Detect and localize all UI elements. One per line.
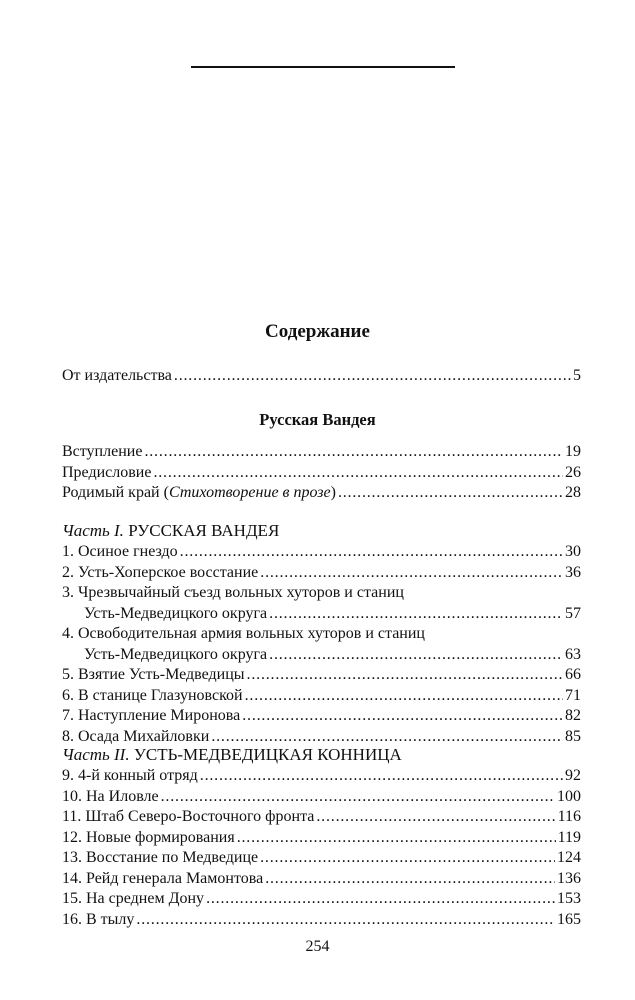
dot-leader xyxy=(200,766,563,787)
dot-leader xyxy=(161,787,555,808)
toc-page: 28 xyxy=(565,484,581,501)
toc-label: 12. Новые формирования xyxy=(62,828,235,846)
toc-label: 10. На Иловле xyxy=(62,787,159,805)
toc-line xyxy=(62,889,581,910)
dot-leader xyxy=(136,910,555,931)
toc-line xyxy=(62,686,581,707)
toc-label: 8. Осада Михайловки xyxy=(62,727,210,745)
toc-page: 116 xyxy=(557,808,581,825)
toc-page: 57 xyxy=(565,604,581,622)
dot-leader xyxy=(206,889,555,910)
toc-page: 119 xyxy=(557,828,581,846)
toc-page: 19 xyxy=(565,443,581,460)
part-title: УСТЬ-МЕДВЕДИЦКАЯ КОННИЦА xyxy=(129,745,402,764)
toc-label: 9. 4-й конный отряд xyxy=(62,767,198,784)
toc-page: 124 xyxy=(557,849,581,866)
dot-leader xyxy=(180,542,563,563)
toc-line xyxy=(62,706,581,727)
publisher-entry xyxy=(62,366,581,387)
part-1 xyxy=(62,520,581,747)
toc-label: 5. Взятие Усть-Медведицы xyxy=(62,666,245,683)
toc-page: 165 xyxy=(557,910,581,928)
toc-label: 3. Чрезвычайный съезд вольных хуторов и станиц xyxy=(62,584,404,601)
toc-line xyxy=(62,910,581,931)
toc-page: 85 xyxy=(565,727,581,745)
toc-line xyxy=(62,645,581,666)
toc-line xyxy=(62,848,581,869)
toc-page: 136 xyxy=(557,869,581,887)
toc-label-continuation: Усть-Медведицкого округа xyxy=(84,645,268,663)
dot-leader xyxy=(269,604,563,625)
toc-page: 100 xyxy=(557,787,581,805)
page-number: 254 xyxy=(305,938,330,955)
toc-label: От издательства xyxy=(62,367,172,384)
toc-line xyxy=(62,442,581,463)
toc-line xyxy=(62,542,581,563)
toc-label-continuation: Усть-Медведицкого округа xyxy=(84,604,268,622)
toc-line xyxy=(62,563,581,584)
toc-page: 36 xyxy=(565,563,581,581)
toc-label: 6. В станице Глазуновской xyxy=(62,686,243,704)
part-prefix: Часть II. xyxy=(62,745,130,764)
toc-line xyxy=(62,665,581,686)
toc-line xyxy=(62,828,581,849)
toc-label: 13. Восстание по Медведице xyxy=(62,849,259,866)
toc-label: 11. Штаб Северо-Восточного фронта xyxy=(62,808,315,825)
intro-entries xyxy=(62,442,581,504)
toc-page: 153 xyxy=(557,890,581,907)
dot-leader xyxy=(144,442,563,463)
toc-page: 63 xyxy=(565,645,581,663)
toc-label: 1. Осиное гнездо xyxy=(62,543,178,560)
page-title: Содержание xyxy=(265,321,370,342)
toc-line xyxy=(62,787,581,808)
toc-line xyxy=(62,366,581,387)
toc-page: 71 xyxy=(565,686,581,704)
toc-label-italic: Стихотворение в прозе xyxy=(168,484,331,501)
toc-page: 26 xyxy=(565,463,581,481)
toc-label: 7. Наступление Миронова xyxy=(62,707,241,724)
toc-label xyxy=(62,483,336,504)
dot-leader xyxy=(338,483,563,504)
dot-leader xyxy=(260,563,563,584)
toc-line xyxy=(62,807,581,828)
top-rule xyxy=(191,66,455,68)
toc-label: 16. В тылу xyxy=(62,910,135,928)
toc-page: 82 xyxy=(565,707,581,724)
toc-line xyxy=(62,604,581,625)
part-2 xyxy=(62,744,581,930)
toc-label: 15. На среднем Дону xyxy=(62,890,205,907)
dot-leader xyxy=(269,645,563,666)
dot-leader xyxy=(265,869,555,890)
part-prefix: Часть I. xyxy=(62,521,124,540)
toc-page: 92 xyxy=(565,767,581,784)
dot-leader xyxy=(245,686,563,707)
toc-line xyxy=(62,766,581,787)
toc-line xyxy=(62,463,581,484)
toc-label-start: Родимый край ( xyxy=(62,484,169,501)
toc-label: Предисловие xyxy=(62,463,152,481)
toc-label: 4. Освободительная армия вольных хуторов и станиц xyxy=(62,625,425,642)
toc-label: Вступление xyxy=(62,443,143,460)
dot-leader xyxy=(174,366,571,387)
part-heading xyxy=(62,744,581,766)
toc-label-end: ) xyxy=(330,484,336,501)
toc-page: 66 xyxy=(565,666,581,683)
dot-leader xyxy=(242,706,563,727)
toc-label: 14. Рейд генерала Мамонтова xyxy=(62,869,264,887)
toc-page: 30 xyxy=(565,543,581,560)
part-heading xyxy=(62,520,581,542)
dot-leader xyxy=(247,665,563,686)
section-title: Русская Вандея xyxy=(259,410,376,429)
dot-leader xyxy=(153,463,563,484)
dot-leader xyxy=(260,848,555,869)
part-title: РУССКАЯ ВАНДЕЯ xyxy=(123,521,280,540)
dot-leader xyxy=(316,807,555,828)
dot-leader xyxy=(237,828,556,849)
toc-page: 5 xyxy=(573,367,581,384)
toc-line xyxy=(62,869,581,890)
toc-line xyxy=(62,483,581,504)
toc-label: 2. Усть-Хоперское восстание xyxy=(62,563,259,581)
